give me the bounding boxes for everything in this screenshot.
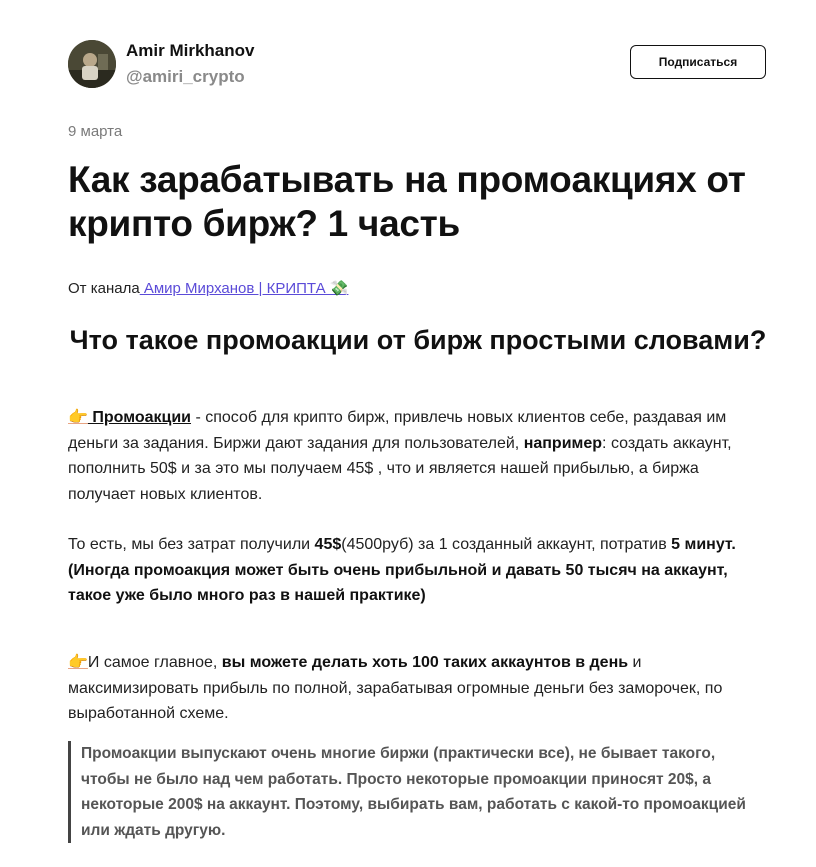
paragraph-main-point: [68, 650, 768, 727]
author-block[interactable]: [68, 40, 254, 88]
subscribe-button[interactable]: Подписаться: [630, 45, 766, 79]
p2-text-1: То есть, мы без затрат получили: [68, 536, 315, 553]
p2-bold-amount: 45$: [314, 536, 342, 553]
author-handle[interactable]: @amiri_crypto: [126, 67, 245, 86]
p1-text-2: : создать аккаунт, пополнить 50$ и за это мы получаем 45$ , что и является нашей прибылью, а биржа получает новых клиентов.: [68, 434, 732, 503]
author-name[interactable]: Amir Mirkhanov: [126, 41, 255, 60]
paragraph-promo-definition: [68, 405, 768, 507]
p2-bold-time: 5 минут. (Иногда промоакция может быть очень прибыльной и давать 50 тысяч на аккаунт, такое уже было много раз в нашей практике): [68, 536, 736, 604]
p1-bold-example: например: [523, 434, 603, 452]
paragraph-profit: [68, 532, 768, 609]
p3-bold-accounts: вы можете делать хоть 100 таких аккаунтов в день: [221, 654, 629, 671]
source-prefix: От канала: [68, 280, 140, 297]
post-title: Как зарабатывать на промоакциях от крипто бирж? 1 часть: [68, 159, 746, 244]
p3-text-2: и максимизировать прибыль по полной, зарабатывая огромные деньги без заморочек, по выработанной схеме.: [68, 654, 723, 722]
channel-link[interactable]: Амир Мирханов | КРИПТА 💸: [139, 280, 349, 297]
source-line: [68, 279, 348, 297]
avatar-photo-icon: [68, 40, 116, 88]
p2-text-2: (4500руб) за 1 созданный аккаунт, потратив: [341, 536, 672, 553]
p3-text-1: И самое главное,: [87, 654, 222, 671]
pointing-hand-icon: 👉: [68, 654, 88, 671]
pointing-hand-icon: 👉: [68, 409, 88, 426]
p1-text-1: - способ для крипто бирж, привлечь новых клиентов себе, раздавая им деньги за задания. Биржи дают задания для пользователей,: [68, 409, 727, 452]
section-heading: Что такое промоакции от бирж простыми словами?: [69, 325, 767, 355]
author-text: [126, 40, 254, 88]
promo-term: Промоакции: [87, 409, 192, 426]
blockquote: Промоакции выпускают очень многие биржи (практически все), не бывает такого, чтобы не было над чем работать. Просто некоторые промоакции приносят 20$, а некоторые 200$ на аккаунт. Поэтому, выбирать вам, работать с какой-то промоакцией или ждать другую.: [68, 741, 768, 843]
post-date: 9 марта: [68, 123, 123, 140]
author-avatar[interactable]: [68, 40, 116, 88]
